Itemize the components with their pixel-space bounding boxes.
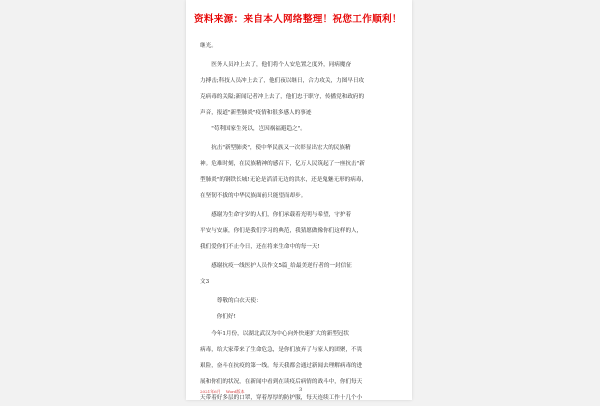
body-line: 我们爱你们不止今日，还在将来生命中的每一天! [200,244,320,250]
body-line: 今年1月份，以湖北武汉为中心向外快速扩大的新型冠状 [200,331,349,337]
footer-date: 2021年6月 [200,389,221,394]
body-line: 感谢为生命守岁的人们，你们承载着光明与希望，守护着 [200,212,352,218]
body-line: 声音，报道"新型肺炎"疫情和很多感人的事迹 [200,110,312,116]
body-line: 平安与安康，你们是我们学习的典范，我猜愿做像你们这样的人， [200,228,363,234]
body-line: 天带着好多层的口罩，穿着厚厚的防护服，每天连续工作十几个小 [200,395,363,401]
footer-doc-type: Word版本 [225,389,245,394]
body-line: 文3 [200,279,210,285]
body-line: 神。危难时刻，在民族精神的感召下，亿万人民筑起了一座抗击"新 [200,161,365,167]
body-line: 抗击"新型肺炎"，使中华民族又一次彰显出宏大的民族精 [200,145,351,151]
body-line: 医务人员冲上去了，他们将个人安危置之度外，同病魔奋 [200,62,352,68]
body-line: 感谢抗疫一线医护人员作文5篇_给最美逆行者的一封信征 [200,263,352,269]
body-line: 艰险，奋斗在抗疫的第一线。每天我都会通过新闻去理解病毒的进 [200,363,363,369]
footer-meta [200,389,245,395]
body-line: 继光。 [200,43,217,49]
body-line: "苟利国家生死以，岂因祸福避趋之"。 [200,126,306,132]
body-line: 力搏击;科技人员冲上去了，他们夜以继日，合力攻关，力图早日攻 [200,78,365,84]
page-number: 3 [299,387,303,393]
body-line: 尊敬的白衣天使： [200,298,262,304]
body-line: 你们好! [200,314,236,320]
body-line: 病毒，给大家带来了生命危急，是你们放弃了与家人的团聚，不畏 [200,347,363,353]
document-page [186,0,412,400]
body-line: 克病毒的关隘;新闻记者冲上去了，他们忠于职守，传播党和政府的 [200,94,365,100]
source-header: 资料来源：来自本人网络整理！祝您工作顺利！ [194,14,402,25]
body-line: 型肺炎"的钢铁长城!无论是滔滔无边的洪水，还是鬼魅无形的病毒， [200,177,368,183]
body-line: 展和你们的状况，在新闻中看到在读疫后病情的战斗中，你们每天 [200,379,363,385]
body-line: 在坚韧不拔的中华民族面前只能望而却步。 [200,193,307,199]
